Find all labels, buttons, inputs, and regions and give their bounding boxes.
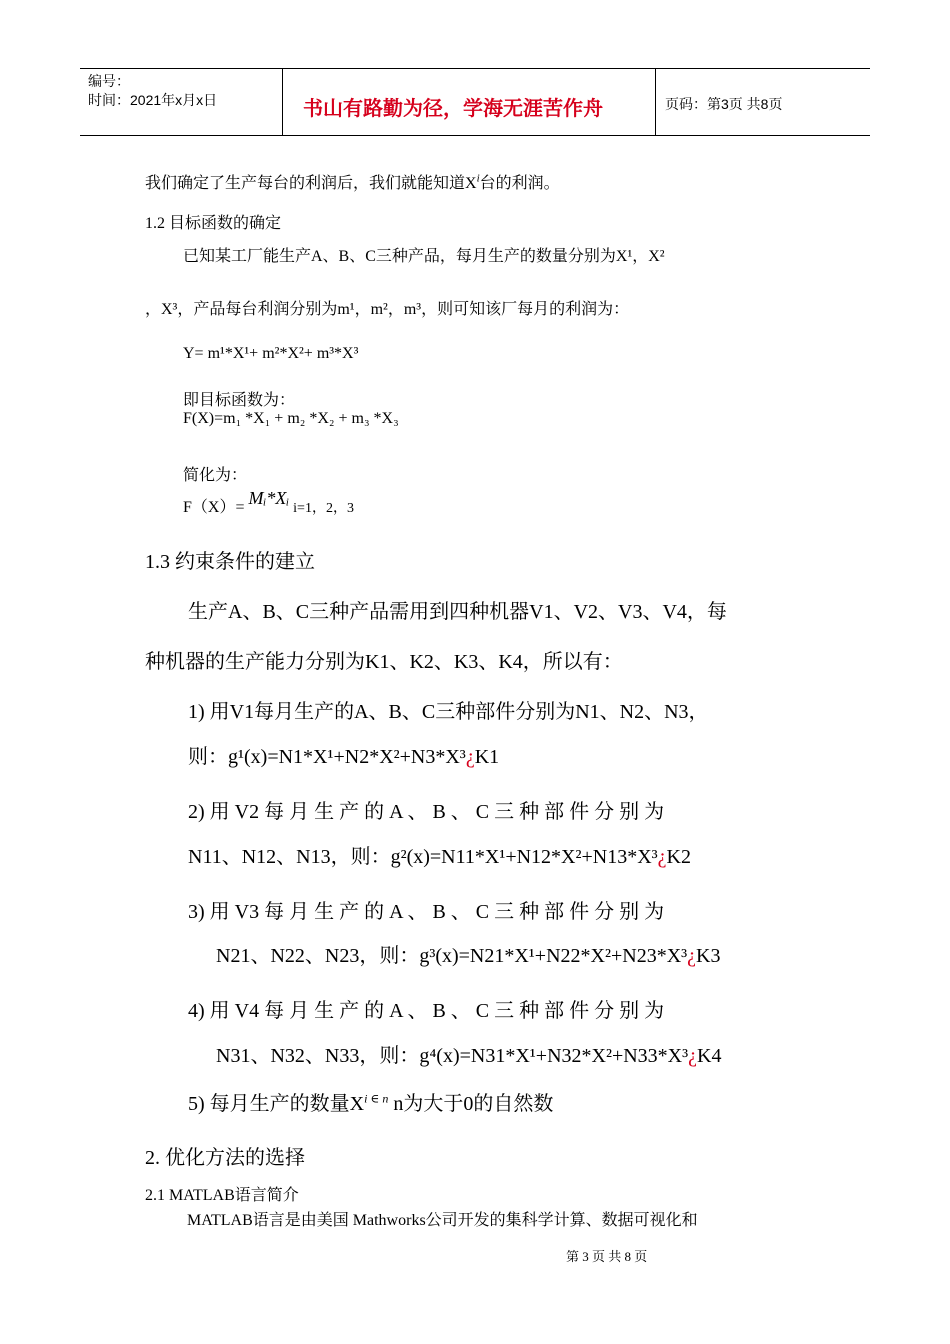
section-1-3-title: 1.3 约束条件的建立	[145, 551, 315, 573]
header-divider-2	[655, 68, 656, 136]
header-divider-1	[282, 68, 283, 136]
inequality-glyph: ¿	[465, 746, 475, 768]
section-2-1-title: 2.1 MATLAB语言简介	[145, 1187, 299, 1204]
equation-simplified: F（X）= Mᵢ*Xᵢ i=1，2，3	[183, 488, 354, 516]
page-footer: 第 3 页 共 8 页	[566, 1249, 648, 1264]
inequality-glyph: ¿	[688, 1045, 697, 1067]
section-1-3-para-1: 生产A、B、C三种产品需用到四种机器V1、V2、V3、V4，每	[188, 601, 727, 623]
constraint-4-line-1: 4) 用 V4 每 月 生 产 的 A 、 B 、 C 三 种 部 件 分 别 为	[188, 1000, 665, 1022]
constraint-3-line-1: 3) 用 V3 每 月 生 产 的 A 、 B 、 C 三 种 部 件 分 别 为	[188, 901, 665, 923]
objective-label: 即目标函数为：	[183, 392, 296, 409]
header-motto: 书山有路勤为径，学海无涯苦作舟	[303, 96, 603, 120]
simplify-label: 简化为：	[183, 467, 248, 484]
section-1-2-para-2: ，X³，产品每台利润分别为m¹，m²，m³，则可知该厂每月的利润为：	[145, 301, 630, 318]
section-2-1-para-1: MATLAB语言是由美国 Mathworks公司开发的集科学计算、数据可视化和	[187, 1212, 698, 1229]
header-page-label: 页码：第3页 共8页	[665, 96, 783, 112]
inequality-glyph: ¿	[657, 846, 667, 868]
header-top-rule	[80, 68, 870, 69]
section-1-3-para-2: 种机器的生产能力分别为K1、K2、K3、K4，所以有：	[145, 651, 623, 673]
equation-f: F(X)=m₁ *X₁ + m₂ *X₂ + m₃ *X₃	[183, 410, 399, 427]
constraint-3-line-2: N21、N22、N23，则：g³(x)=N21*X¹+N22*X²+N23*X³¿K3	[216, 945, 721, 967]
constraint-4-line-2: N31、N32、N33，则：g⁴(x)=N31*X¹+N32*X²+N33*X³¿K4	[216, 1045, 722, 1067]
section-2-title: 2. 优化方法的选择	[145, 1147, 305, 1169]
header-number-label: 编号：	[88, 73, 130, 89]
header-bottom-rule	[80, 135, 870, 136]
constraint-2-line-1: 2) 用 V2 每 月 生 产 的 A 、 B 、 C 三 种 部 件 分 别 为	[188, 801, 665, 823]
equation-y: Y= m¹*X¹+ m²*X²+ m³*X³	[183, 345, 359, 362]
constraint-1-line-1: 1) 用V1每月生产的A、B、C三种部件分别为N1、N2、N3，	[188, 701, 709, 723]
constraint-5: 5) 每月生产的数量$X^{i \in n}$ n为大于0的自然数	[188, 1091, 554, 1115]
constraint-1-line-2: 则：g¹(x)=N1*X¹+N2*X²+N3*X³¿K1	[188, 746, 500, 768]
constraint-2-line-2: N11、N12、N13，则：g²(x)=N11*X¹+N12*X²+N13*X³¿K2	[188, 846, 691, 868]
paragraph-1: 我们确定了生产每台的利润后，我们就能知道$X^i$台的利润。	[145, 172, 560, 192]
section-1-2-para-1: 已知某工厂能生产A、B、C三种产品，每月生产的数量分别为X¹，X²	[183, 248, 665, 265]
header-time-label: 时间：2021年x月x日	[88, 92, 218, 108]
inequality-glyph: ¿	[687, 945, 697, 967]
section-1-2-title: 1.2 目标函数的确定	[145, 215, 282, 232]
